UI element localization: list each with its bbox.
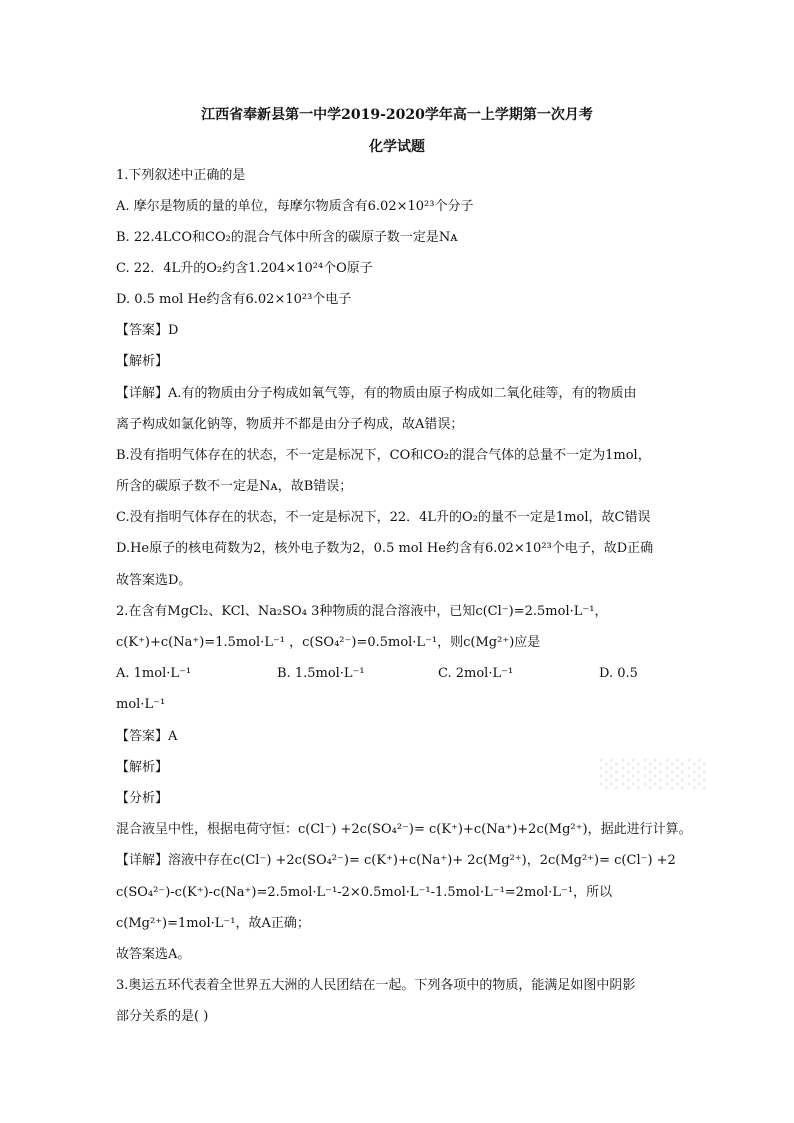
q2-stem: c(K⁺)+c(Na⁺)=1.5mol·L⁻¹ ，c(SO₄²⁻)=0.5mol·L⁻¹，则c(Mg²⁺)应是 (116, 635, 541, 650)
q1-explanation-line: D.He原子的核电荷数为2，核外电子数为2，0.5 mol He约含有6.02×10²³个电子，故D正确 (116, 541, 654, 556)
q2-option-d: D. 0.5 (599, 666, 638, 681)
faint-watermark: ░░░░░ (600, 760, 710, 790)
q2-explanation-line: 【详解】溶液中存在c(Cl⁻) +2c(SO₄²⁻)= c(K⁺)+c(Na⁺)+ 2c(Mg²⁺)，2c(Mg²⁺)= c(Cl⁻) +2 (116, 853, 676, 868)
q1-explanation-line: 故答案选D。 (116, 573, 192, 588)
q2-option-a: A. 1mol·L⁻¹ (116, 666, 192, 681)
q2-explanation-line: 故答案选A。 (116, 947, 191, 962)
q1-option-d: D. 0.5 mol He约含有6.02×10²³个电子 (116, 292, 352, 307)
q1-option-a: A. 摩尔是物质的量的单位，每摩尔物质含有6.02×10²³个分子 (116, 199, 474, 214)
q1-answer: 【答案】D (116, 323, 179, 338)
q2-explanation-line: 混合液呈中性，根据电荷守恒：c(Cl⁻) +2c(SO₄²⁻)= c(K⁺)+c(Na⁺)+2c(Mg²⁺)，据此进行计算。 (116, 822, 692, 837)
q2-analysis-sub: 【分析】 (116, 791, 169, 806)
q3-stem: 部分关系的是( ) (116, 1009, 209, 1024)
q2-analysis-label: 【解析】 (116, 760, 169, 775)
q1-analysis-label: 【解析】 (116, 354, 169, 369)
q1-stem: 1.下列叙述中正确的是 (116, 168, 246, 183)
q1-option-c: C. 22．4L升的O₂约含1.204×10²⁴个O原子 (116, 261, 373, 276)
q2-explanation-line: c(SO₄²⁻)-c(K⁺)-c(Na⁺)=2.5mol·L⁻¹-2×0.5mol·L⁻¹-1.5mol·L⁻¹=2mol·L⁻¹，所以 (116, 885, 613, 900)
q3-stem: 3.奥运五环代表着全世界五大洲的人民团结在一起。下列各项中的物质，能满足如图中阴影 (116, 978, 636, 993)
exam-subtitle: 化学试题 (369, 139, 425, 155)
q2-stem: 2.在含有MgCl₂、KCl、Na₂SO₄ 3种物质的混合溶液中，已知c(Cl⁻)=2.5mol·L⁻¹， (116, 604, 608, 619)
q1-explanation-line: B.没有指明气体存在的状态，不一定是标况下，CO和CO₂的混合气体的总量不一定为1mol， (116, 448, 651, 463)
q2-option-c: C. 2mol·L⁻¹ (438, 666, 514, 681)
q1-explanation-line: 【详解】A.有的物质由分子构成如氧气等，有的物质由原子构成如二氧化硅等，有的物质由 (116, 386, 637, 401)
q1-explanation-line: C.没有指明气体存在的状态，不一定是标况下，22．4L升的O₂的量不一定是1mol，故C错误 (116, 510, 651, 525)
exam-title: 江西省奉新县第一中学2019-2020学年高一上学期第一次月考 (201, 107, 593, 123)
q1-explanation-line: 所含的碳原子数不一定是Nᴀ，故B错误； (116, 479, 353, 494)
q2-option-d-wrap: mol·L⁻¹ (116, 697, 166, 712)
q2-answer: 【答案】A (116, 729, 178, 744)
q1-explanation-line: 离子构成如氯化钠等，物质并不都是由分子构成，故A错误； (116, 417, 464, 432)
q1-option-b: B. 22.4LCO和CO₂的混合气体中所含的碳原子数一定是Nᴀ (116, 230, 458, 245)
q2-explanation-line: c(Mg²⁺)=1mol·L⁻¹，故A正确； (116, 916, 310, 931)
q2-option-b: B. 1.5mol·L⁻¹ (277, 666, 365, 681)
